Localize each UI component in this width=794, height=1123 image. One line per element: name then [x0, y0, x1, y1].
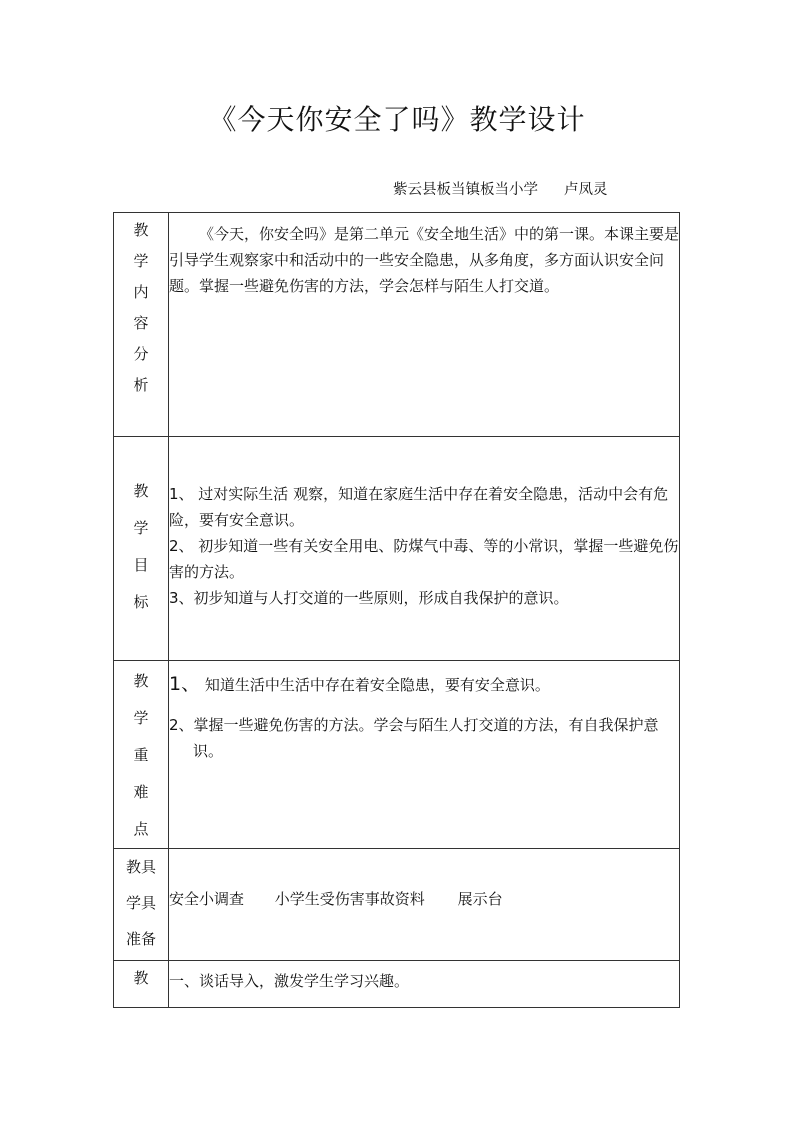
objectives-cell [169, 437, 680, 661]
label-line: 学具 [125, 894, 156, 912]
label-char: 学 [133, 519, 149, 537]
author-name: 卢凤灵 [564, 182, 608, 198]
key-point-text: 知道生活中生活中存在着安全隐患，要有安全意识。 [200, 676, 550, 694]
key-point-item [169, 661, 679, 698]
label-char: 教 [133, 672, 149, 690]
label-char: 分 [133, 345, 149, 363]
row-label-materials [114, 849, 169, 961]
material-item: 安全小调查 [169, 890, 245, 908]
process-text: 一、谈话导入，激发学生学习兴趣。 [169, 972, 410, 990]
label-char: 教 [133, 482, 149, 500]
table-row [114, 213, 680, 437]
key-point-number: 1、 [169, 673, 201, 695]
label-char: 重 [133, 746, 149, 764]
document-title: 《今天你安全了吗》教学设计 [208, 103, 586, 136]
label-char: 标 [133, 593, 149, 611]
label-char: 目 [133, 556, 149, 574]
objective-item: 1、 过对实际生活 观察，知道在家庭生活中存在着安全隐患，活动中会有危险，要有安全意识。 [169, 485, 669, 529]
label-char: 学 [133, 709, 149, 727]
label-char: 学 [133, 252, 149, 270]
table-row [114, 437, 680, 661]
label-char: 点 [133, 820, 149, 838]
lesson-plan-table [113, 212, 680, 1008]
process-cell [169, 961, 680, 1008]
material-item: 小学生受伤害事故资料 [274, 890, 425, 908]
author-school: 紫云县板当镇板当小学 [393, 182, 538, 198]
content-analysis-cell [169, 213, 680, 437]
material-item: 展示台 [457, 890, 503, 908]
label-line: 教具 [125, 858, 156, 876]
row-label-content-analysis [114, 213, 169, 437]
label-char: 教 [133, 969, 149, 987]
label-char: 难 [133, 783, 149, 801]
label-char: 析 [133, 376, 149, 394]
table-row [114, 961, 680, 1008]
objective-item: 3、初步知道与人打交道的一些原则，形成自我保护的意识。 [169, 589, 569, 607]
key-points-cell [169, 661, 680, 849]
objective-item: 2、 初步知道一些有关安全用电、防煤气中毒、等的小常识，掌握一些避免伤害的方法。 [169, 537, 679, 581]
key-point-item: 2、掌握一些避免伤害的方法。学会与陌生人打交道的方法，有自我保护意识。 [169, 716, 659, 760]
row-label-process [114, 961, 169, 1008]
label-line: 准备 [125, 930, 156, 948]
content-analysis-text: 《今天，你安全吗》是第二单元《安全地生活》中的第一课。本课主要是引导学生观察家中和活动中的一些安全隐患，从多角度，多方面认识安全问题。掌握一些避免伤害的方法，学会怎样与陌生人打交道。 [169, 225, 680, 295]
row-label-objectives [114, 437, 169, 661]
materials-cell [169, 849, 680, 961]
label-char: 教 [133, 221, 149, 239]
author-line [393, 178, 608, 199]
label-char: 容 [133, 314, 149, 332]
row-label-key-points [114, 661, 169, 849]
label-char: 内 [133, 283, 149, 301]
table-row [114, 661, 680, 849]
table-row [114, 849, 680, 961]
